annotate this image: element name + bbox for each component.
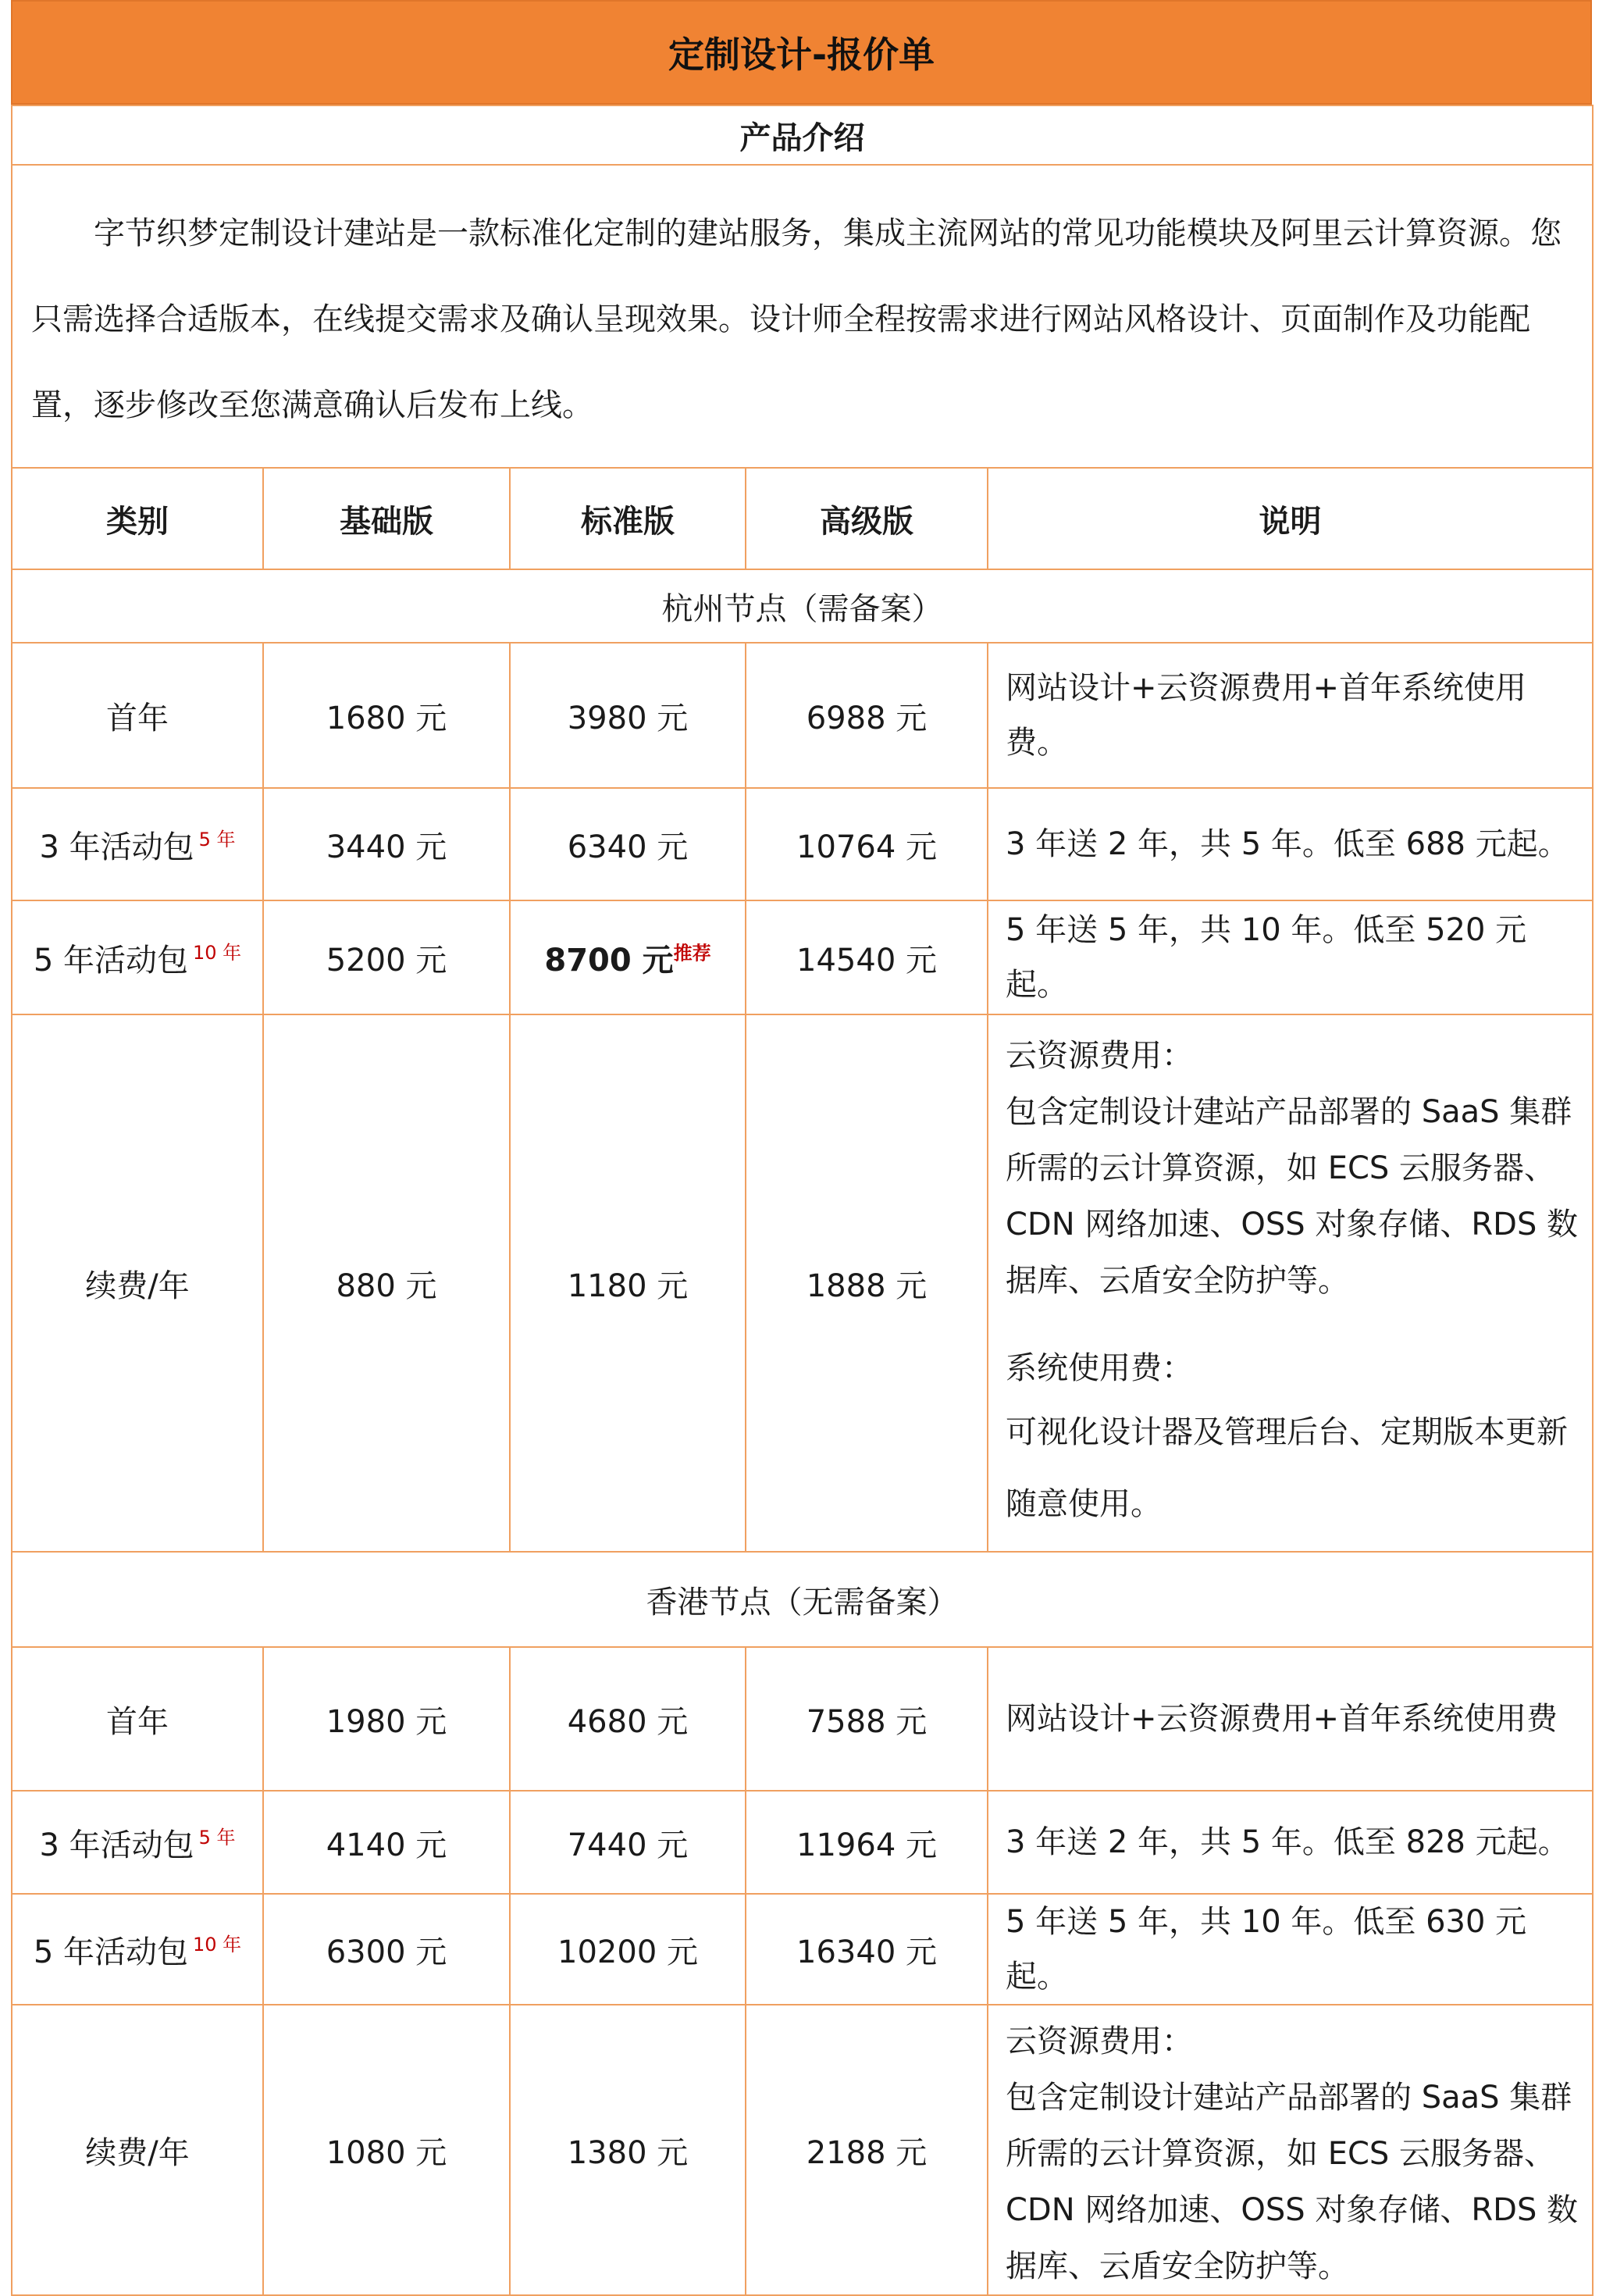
row-label-text: 5 年活动包 [33,1934,188,1970]
col-header-description: 说明 [988,468,1593,569]
table-row [12,1014,1593,1552]
col-header-advanced: 高级版 [746,468,988,569]
renew-description [988,2005,1593,2295]
bonus-tag: 5 年 [198,1827,236,1849]
price-advanced: 14540 元 [746,900,988,1014]
bonus-tag: 10 年 [193,942,242,964]
price-advanced: 10764 元 [746,788,988,900]
row-label-text: 3 年活动包 [39,1827,194,1863]
page-title: 定制设计-报价单 [11,0,1592,105]
price-basic: 1980 元 [263,1647,510,1791]
row-description: 3 年送 2 年，共 5 年。低至 688 元起。 [988,788,1593,900]
price-standard: 10200 元 [510,1894,746,2005]
price-standard: 3980 元 [510,643,746,788]
row-description: 3 年送 2 年，共 5 年。低至 828 元起。 [988,1791,1593,1894]
row-label: 续费/年 [12,1014,263,1552]
intro-paragraph [12,165,1593,468]
bonus-tag: 10 年 [193,1934,242,1956]
row-label-text: 3 年活动包 [39,829,194,865]
quote-table [11,105,1594,2296]
cloud-text: 包含定制设计建站产品部署的 SaaS 集群所需的云计算资源，如 ECS 云服务器、CDN 网络加速、OSS 对象存储、RDS 数据库、云盾安全防护等。 [1006,1094,1579,1299]
row-description: 网站设计+云资源费用+首年系统使用费 [988,1647,1593,1791]
cloud-title: 云资源费用： [1006,1038,1193,1074]
price-advanced: 7588 元 [746,1647,988,1791]
section-title-hongkong: 香港节点（无需备案） [12,1552,1593,1647]
price-standard: 1380 元 [510,2005,746,2295]
intro-heading: 产品介绍 [12,105,1593,165]
price-standard: 1180 元 [510,1014,746,1552]
cloud-text: 包含定制设计建站产品部署的 SaaS 集群所需的云计算资源，如 ECS 云服务器、CDN 网络加速、OSS 对象存储、RDS 数据库、云盾安全防护等。 [1006,2080,1579,2284]
renew-description [988,1014,1593,1552]
table-row [12,643,1593,788]
recommended-price: 8700 元 [544,942,674,979]
quote-sheet [11,0,1592,2296]
row-label: 续费/年 [12,2005,263,2295]
row-label [12,788,263,900]
price-basic: 1080 元 [263,2005,510,2295]
price-standard: 4680 元 [510,1647,746,1791]
price-advanced: 16340 元 [746,1894,988,2005]
row-label [12,1894,263,2005]
row-description: 5 年送 5 年，共 10 年。低至 630 元起。 [988,1894,1593,2005]
row-label: 首年 [12,1647,263,1791]
price-basic: 880 元 [263,1014,510,1552]
col-header-standard: 标准版 [510,468,746,569]
row-description: 网站设计+云资源费用+首年系统使用费。 [988,643,1593,788]
price-basic: 6300 元 [263,1894,510,2005]
price-advanced: 6988 元 [746,643,988,788]
system-text: 可视化设计器及管理后台、定期版本更新随意使用。 [1006,1414,1568,1522]
col-header-basic: 基础版 [263,468,510,569]
row-label: 首年 [12,643,263,788]
system-title: 系统使用费： [1006,1350,1193,1386]
intro-text: 字节织梦定制设计建站是一款标准化定制的建站服务，集成主流网站的常见功能模块及阿里云计算资源。您只需选择合适版本，在线提交需求及确认呈现效果。设计师全程按需求进行网站风格设计、页面制作及功能配置，逐步修改至您满意确认后发布上线。 [31,216,1561,423]
table-row [12,900,1593,1014]
price-basic: 3440 元 [263,788,510,900]
col-header-category: 类别 [12,468,263,569]
cloud-title: 云资源费用： [1006,2023,1193,2059]
row-label [12,900,263,1014]
price-advanced: 1888 元 [746,1014,988,1552]
table-row [12,788,1593,900]
price-advanced: 2188 元 [746,2005,988,2295]
row-label [12,1791,263,1894]
price-basic: 4140 元 [263,1791,510,1894]
price-basic: 5200 元 [263,900,510,1014]
price-standard [510,900,746,1014]
table-row [12,2005,1593,2295]
bonus-tag: 5 年 [198,829,236,851]
row-label-text: 5 年活动包 [33,942,188,979]
price-standard: 6340 元 [510,788,746,900]
row-description: 5 年送 5 年，共 10 年。低至 520 元起。 [988,900,1593,1014]
section-title-hangzhou: 杭州节点（需备案） [12,569,1593,643]
recommended-badge: 推荐 [673,942,711,964]
table-row [12,1791,1593,1894]
price-advanced: 11964 元 [746,1791,988,1894]
price-standard: 7440 元 [510,1791,746,1894]
price-basic: 1680 元 [263,643,510,788]
table-row [12,1894,1593,2005]
table-row [12,1647,1593,1791]
